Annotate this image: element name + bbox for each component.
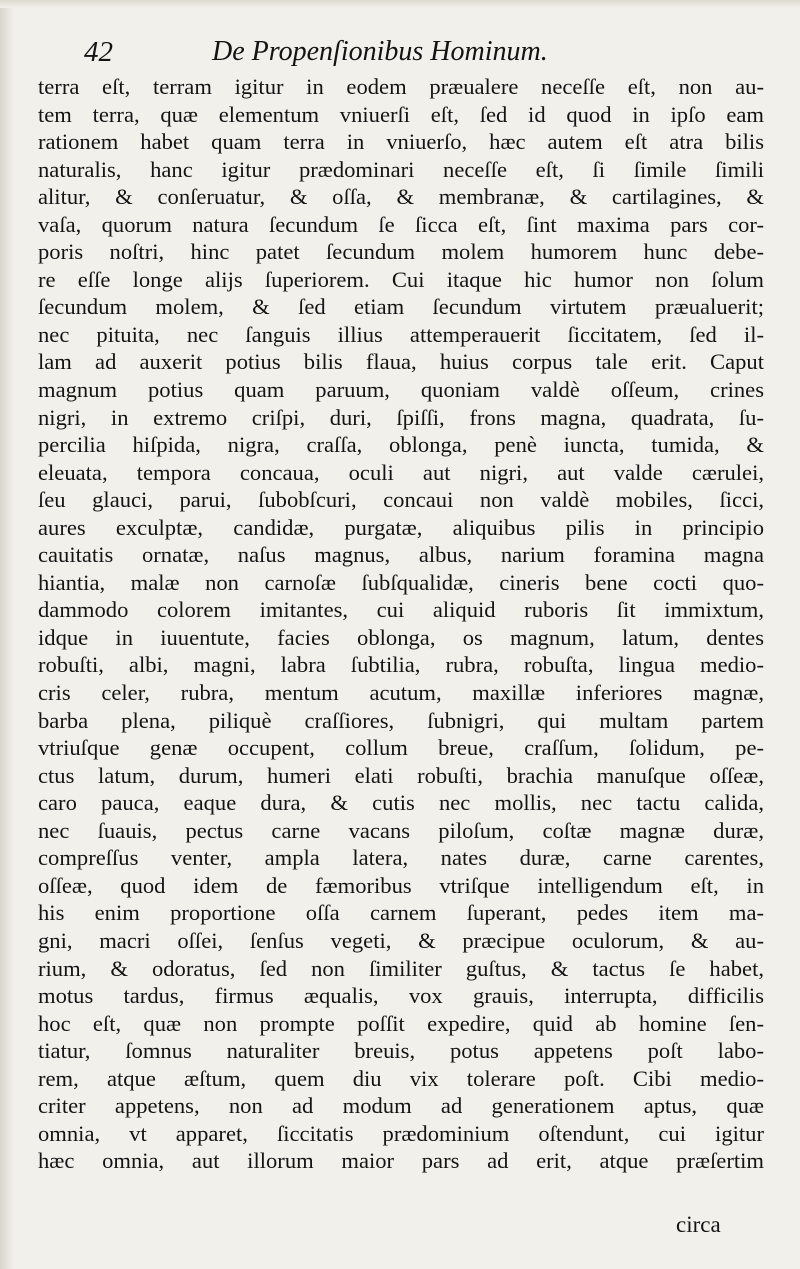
text-line: nec pituita, nec ſanguis illius attemperauerit ſiccitatem, ſed il-	[38, 321, 764, 347]
page-number: 42	[84, 36, 113, 68]
text-line: idque in iuuentute, facies oblonga, os magnum, latum, dentes	[38, 624, 764, 650]
text-line: ſeu glauci, parui, ſubobſcuri, concaui non valdè mobiles, ſicci,	[38, 487, 764, 513]
running-title: De Propenſionibus Hominum.	[212, 36, 548, 67]
text-line: oſſeæ, quod idem de fæmoribus vtriſque intelligendum eſt, in	[38, 872, 764, 898]
text-line: poris noſtri, hinc patet ſecundum molem humorem hunc debe-	[38, 239, 764, 265]
catchword: circa	[676, 1212, 721, 1237]
text-line: vaſa, quorum natura ſecundum ſe ſicca eſt, ſint maxima pars cor-	[38, 211, 764, 237]
text-line: his enim proportione oſſa carnem ſuperant, pedes item ma-	[38, 900, 764, 926]
text-line: terra eſt, terram igitur in eodem præualere neceſſe eſt, non au-	[38, 74, 764, 99]
text-line: cris celer, rubra, mentum acutum, maxillæ inferiores magnæ,	[38, 680, 764, 706]
running-head	[84, 30, 744, 74]
text-line: dammodo colorem imitantes, cui aliquid ruboris ſit immixtum,	[38, 597, 764, 623]
text-line: vtriuſque genæ occupent, collum breue, craſſum, ſolidum, pe-	[38, 735, 764, 761]
text-line: tem terra, quæ elementum vniuerſi eſt, ſed id quod in ipſo eam	[38, 101, 764, 127]
text-line: percilia hiſpida, nigra, craſſa, oblonga, penè iuncta, tumida, &	[38, 432, 764, 458]
text-line: ſecundum molem, & ſed etiam ſecundum virtutem præualuerit;	[38, 294, 764, 320]
text-line: lam ad auxerit potius bilis flaua, huius corpus tale erit. Caput	[38, 349, 764, 375]
text-line: caro pauca, eaque dura, & cutis nec mollis, nec tactu calida,	[38, 790, 764, 816]
text-line: hæc omnia, aut illorum maior pars ad erit, atque præſertim	[38, 1148, 764, 1174]
body-text	[38, 73, 764, 1175]
text-line: gni, macri oſſei, ſenſus vegeti, & præcipue oculorum, & au-	[38, 927, 764, 953]
text-line: ctus latum, durum, humeri elati robuſti, brachia manuſque oſſeæ,	[38, 762, 764, 788]
text-line: eleuata, tempora concaua, oculi aut nigri, aut valde cærulei,	[38, 459, 764, 485]
text-line: aures exculptæ, candidæ, purgatæ, aliquibus pilis in principio	[38, 514, 764, 540]
text-line: criter appetens, non ad modum ad generationem aptus, quæ	[38, 1093, 764, 1119]
text-line: motus tardus, firmus æqualis, vox grauis, interrupta, difficilis	[38, 983, 764, 1009]
text-line: alitur, & conſeruatur, & oſſa, & membranæ, & cartilagines, &	[38, 184, 764, 210]
text-line: rium, & odoratus, ſed non ſimiliter guſtus, & tactus ſe habet,	[38, 955, 764, 981]
text-line: tiatur, ſomnus naturaliter breuis, potus appetens poſt labo-	[38, 1038, 764, 1064]
text-line: nigri, in extremo criſpi, duri, ſpiſſi, frons magna, quadrata, ſu-	[38, 404, 764, 430]
text-line: re eſſe longe alijs ſuperiorem. Cui itaque hic humor non ſolum	[38, 266, 764, 292]
text-line: hiantia, malæ non carnoſæ ſubſqualidæ, cineris bene cocti quo-	[38, 569, 764, 595]
text-line: cauitatis ornatæ, naſus magnus, albus, narium foramina magna	[38, 542, 764, 568]
text-line: hoc eſt, quæ non prompte poſſit expedire, quid ab homine ſen-	[38, 1010, 764, 1036]
text-line: nec ſuauis, pectus carne vacans piloſum, coſtæ magnæ duræ,	[38, 817, 764, 843]
text-line: rem, atque æſtum, quem diu vix tolerare poſt. Cibi medio-	[38, 1065, 764, 1091]
text-line: rationem habet quam terra in vniuerſo, hæc autem eſt atra bilis	[38, 129, 764, 155]
text-line: barba plena, piliquè craſſiores, ſubnigri, qui multam partem	[38, 707, 764, 733]
text-line: magnum potius quam paruum, quoniam valdè oſſeum, crines	[38, 377, 764, 403]
text-line: compreſſus venter, ampla latera, nates duræ, carne carentes,	[38, 845, 764, 871]
text-line: omnia, vt apparet, ſiccitatis prædominium oſtendunt, cui igitur	[38, 1120, 764, 1146]
text-line: robuſti, albi, magni, labra ſubtilia, rubra, robuſta, lingua medio-	[38, 652, 764, 678]
text-line: naturalis, hanc igitur prædominari neceſſe eſt, ſi ſimile ſimili	[38, 156, 764, 182]
